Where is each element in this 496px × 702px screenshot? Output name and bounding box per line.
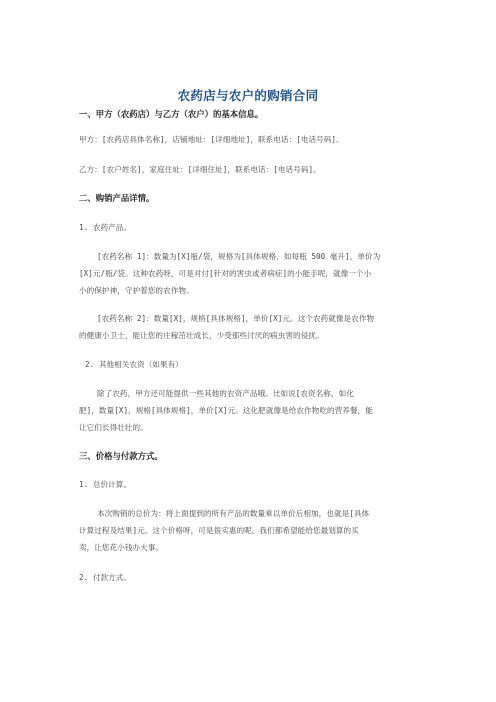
total-line-3: 卖，让您花小钱办大事。 bbox=[79, 543, 164, 552]
party-b-info: 乙方：[农户姓名]，家庭住址：[详细住址]，联系电话：[电话号码]。 bbox=[79, 165, 321, 174]
other-line-1: 除了农药，甲方还可能提供一些其他的农资产品哦。比如说[农资名称，如化 bbox=[97, 389, 354, 398]
pesticide2-line-1: [农药名称 2]：数量[X]，规格[具体规格]，单价[X]元。这个农药就像是农作物 bbox=[97, 314, 375, 323]
other-line-3: 让它们长得壮壮的。 bbox=[79, 423, 148, 432]
item-label-pesticides: 1. 农药产品。 bbox=[79, 223, 132, 232]
pesticide1-line-3: 小的保护神，守护着您的农作物。 bbox=[79, 286, 194, 295]
item-label-payment-method: 2. 付款方式。 bbox=[79, 573, 132, 582]
item-label-other-supplies: 2. 其他相关农资（如果有） bbox=[85, 360, 183, 369]
section-heading-products: 二、购销产品详情。 bbox=[79, 193, 155, 203]
section-heading-price-payment: 三、价格与付款方式。 bbox=[79, 451, 163, 461]
pesticide1-line-2: [X]元/瓶/袋。这种农药呀，可是对付[针对的害虫或者病症]的小能手呢，就像一个小 bbox=[79, 269, 372, 278]
other-line-2: 肥]，数量[X]，规格[具体规格]，单价[X]元。这化肥就像是给农作物吃的营养餐，能 bbox=[79, 406, 373, 415]
pesticide1-line-1: [农药名称 1]：数量为[X]瓶/袋，规格为[具体规格，如每瓶 500 毫升]，单价为 bbox=[97, 252, 381, 261]
total-line-2: 计算过程及结果]元。这个价格呀，可是很实惠的呢，我们都希望能给您最划算的买 bbox=[79, 526, 359, 535]
page-title: 农药店与农户的购销合同 bbox=[177, 88, 319, 103]
section-heading-basic-info: 一、甲方（农药店）与乙方（农户）的基本信息。 bbox=[79, 109, 264, 119]
total-line-1: 本次购销的总价为：将上面提到的所有产品的数量乘以单价后相加，也就是[具体 bbox=[97, 509, 370, 518]
pesticide2-line-2: 的健康小卫士，能让您的庄稼茁壮成长，少受那些讨厌的病虫害的侵扰。 bbox=[79, 331, 324, 340]
party-a-info: 甲方：[农药店具体名称]，店铺地址：[详细地址]，联系电话：[电话号码]。 bbox=[79, 135, 344, 144]
item-label-total: 1. 总价计算。 bbox=[79, 480, 132, 489]
